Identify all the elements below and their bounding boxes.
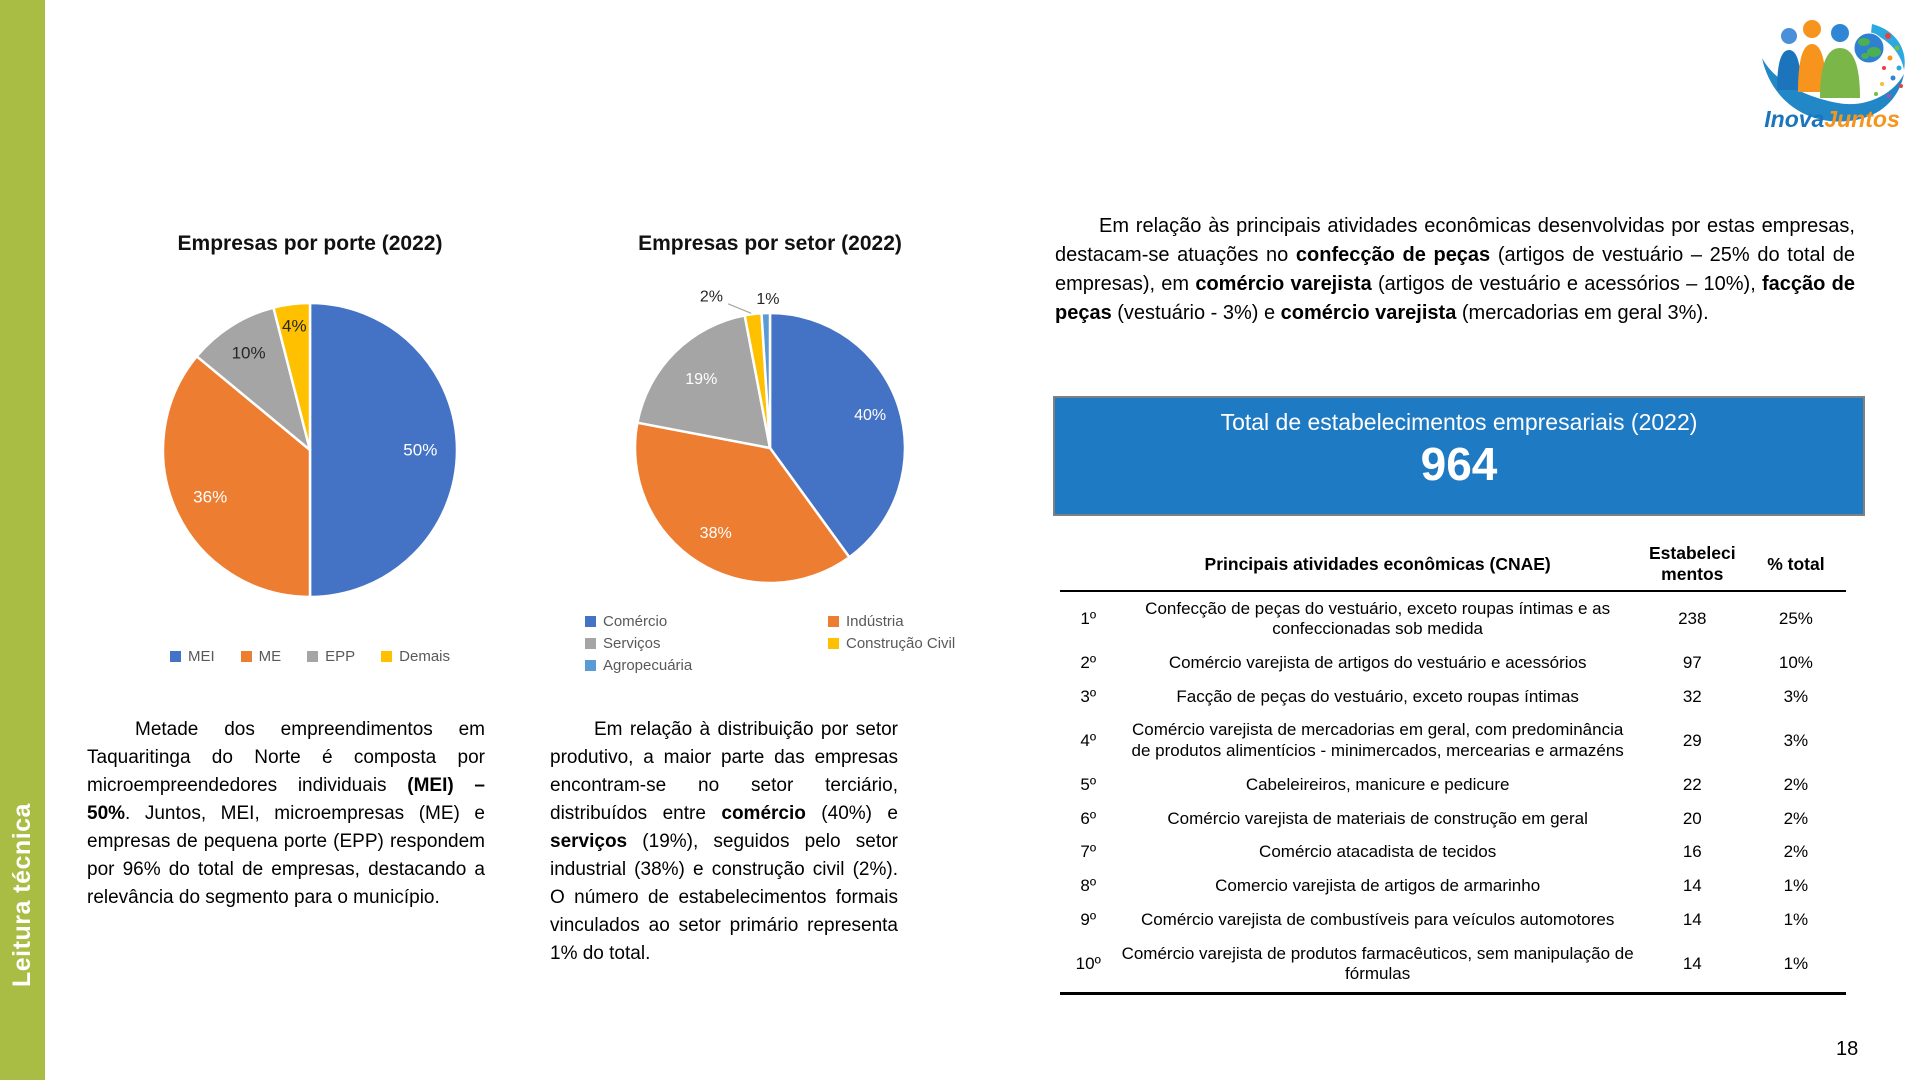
legend-label: Agropecuária — [603, 657, 693, 674]
table-row — [1060, 870, 1846, 904]
legend-item-Indústria — [828, 613, 975, 630]
pct-cell: 1% — [1783, 876, 1809, 896]
table-header-row — [1060, 538, 1846, 591]
chart-title-empresas-por-porte: Empresas por porte (2022) — [177, 232, 443, 255]
header-establishments: Estabeleci mentos — [1639, 538, 1746, 591]
pie-label-leader-line — [728, 304, 751, 314]
body-text: (mercadorias em geral 3%). — [1456, 302, 1709, 324]
emphasis-text: comércio — [721, 803, 806, 824]
establishments-cell: 20 — [1682, 808, 1702, 828]
table-row — [1060, 903, 1846, 937]
pct-cell: 1% — [1783, 953, 1809, 973]
pie-data-label-MEI: 50% — [403, 440, 438, 460]
activity-cell: Cabeleireiros, manicure e pedicure — [1245, 774, 1510, 794]
body-text: (artigos de vestuário e acessórios – 10%), — [1371, 273, 1763, 295]
header-rank — [1060, 538, 1116, 591]
body-text: Em relação às principais atividades econômicas desenvolvidas por estas empresas, destacam-se atuações no — [1055, 215, 1855, 266]
pie-data-label-Construção Civil: 2% — [699, 288, 723, 306]
legend-item-Comércio — [585, 613, 828, 630]
pct-cell: 3% — [1783, 730, 1809, 750]
paragraph-setor — [550, 716, 898, 968]
activity-cell: Comércio varejista de materiais de construção em geral — [1167, 808, 1588, 828]
establishments-cell: 238 — [1678, 608, 1707, 628]
rank-cell: 4º — [1080, 730, 1097, 750]
table-row — [1060, 680, 1846, 714]
header-activity: Principais atividades econômicas (CNAE) — [1116, 538, 1638, 591]
table-row — [1060, 836, 1846, 870]
body-text: (40%) e — [805, 803, 899, 824]
pct-cell: 2% — [1783, 774, 1809, 794]
activity-cell: Facção de peças do vestuário, exceto roupas íntimas — [1176, 686, 1579, 706]
establishments-cell: 22 — [1682, 774, 1702, 794]
emphasis-text: serviços — [550, 831, 628, 852]
logo-wordmark-juntos: Juntos — [1824, 106, 1900, 132]
legend-item-Serviços — [585, 635, 828, 652]
pie-data-label-Agropecuária: 1% — [756, 291, 780, 308]
chart-title-empresas-por-setor: Empresas por setor (2022) — [638, 232, 902, 255]
legend-swatch — [585, 660, 596, 671]
body-text: . Juntos, MEI, microempresas (ME) e empresas de pequena porte (EPP) respondem por 96% do total de empresas, destacando a relevância do segmento para o município. — [87, 803, 485, 908]
body-text: (vestuário - 3%) e — [1111, 302, 1281, 324]
legend-item-Agropecuária — [585, 657, 828, 674]
emphasis-text: comércio varejista — [1195, 273, 1372, 295]
legend-empresas-por-setor — [585, 613, 975, 674]
pct-cell: 2% — [1783, 808, 1809, 828]
rank-cell: 6º — [1080, 808, 1097, 828]
legend-label: MEI — [187, 648, 215, 665]
paragraph-atividades — [1055, 212, 1855, 328]
rank-cell: 7º — [1080, 842, 1097, 862]
pie-data-label-ME: 36% — [193, 487, 228, 507]
banner-value: 964 — [1420, 438, 1498, 490]
legend-label: Indústria — [846, 613, 904, 630]
table-row — [1060, 802, 1846, 836]
pie-data-label-Comércio: 40% — [854, 407, 887, 424]
activity-cell: Comércio varejista de artigos do vestuário e acessórios — [1168, 652, 1587, 672]
logo-globe-land — [1867, 47, 1881, 57]
logo-wordmark — [1764, 106, 1899, 132]
legend-empresas-por-porte — [110, 648, 510, 665]
table-row — [1060, 646, 1846, 680]
activity-cell: Confecção de peças do vestuário, exceto roupas íntimas e as confeccionadas sob medida — [1145, 598, 1611, 639]
activity-cell: Comércio varejista de combustíveis para veículos automotores — [1140, 909, 1615, 929]
establishments-cell: 29 — [1682, 730, 1702, 750]
legend-swatch — [585, 638, 596, 649]
legend-item-Demais — [381, 648, 450, 665]
legend-swatch — [241, 651, 252, 662]
banner-title: Total de estabelecimentos empresariais (2022) — [1220, 409, 1698, 435]
legend-label: Construção Civil — [846, 635, 956, 652]
table-row — [1060, 768, 1846, 802]
establishments-cell: 14 — [1682, 876, 1702, 896]
legend-item-ME — [241, 648, 282, 665]
legend-label: EPP — [325, 648, 356, 665]
activity-cell: Comercio varejista de artigos de armarinho — [1215, 876, 1541, 896]
logo-person-blue-body — [1777, 50, 1801, 90]
activity-cell: Comércio varejista de produtos farmacêuticos, sem manipulação de fórmulas — [1121, 943, 1634, 984]
establishments-cell: 14 — [1682, 909, 1702, 929]
legend-label: Demais — [399, 648, 451, 665]
pie-chart-empresas-por-porte — [150, 290, 470, 610]
pct-cell: 2% — [1783, 842, 1809, 862]
activity-cell: Comércio atacadista de tecidos — [1259, 842, 1497, 862]
pie-data-label-Indústria: 38% — [699, 525, 732, 542]
cnae-table — [1060, 538, 1846, 995]
rank-cell: 5º — [1080, 774, 1097, 794]
rank-cell: 2º — [1080, 652, 1097, 672]
header-pct-total: % total — [1746, 538, 1846, 591]
legend-swatch — [585, 616, 596, 627]
pct-cell: 10% — [1778, 652, 1813, 672]
logo-person-green-head — [1831, 24, 1849, 42]
pie-chart-empresas-por-setor — [610, 268, 930, 598]
establishments-cell: 32 — [1682, 686, 1702, 706]
pie-data-label-Serviços: 19% — [685, 370, 718, 388]
legend-label: ME — [258, 648, 282, 665]
inovajuntos-logo — [1756, 6, 1908, 134]
table-row — [1060, 714, 1846, 768]
logo-person-green-body — [1820, 48, 1860, 98]
emphasis-text: comércio varejista — [1280, 302, 1457, 324]
rank-cell: 1º — [1080, 608, 1097, 628]
legend-item-EPP — [307, 648, 355, 665]
logo-globe — [1854, 33, 1884, 63]
table-row — [1060, 591, 1846, 646]
table-row — [1060, 937, 1846, 993]
body-text: Em relação à distribuição por setor produtivo, a maior parte das empresas encontram-se no setor terciário, distribuídos entre — [550, 719, 898, 824]
total-establishments-banner — [1053, 396, 1865, 516]
rank-cell: 8º — [1080, 876, 1097, 896]
pie-data-label-Demais: 4% — [282, 316, 307, 336]
logo-person-blue-head — [1781, 28, 1797, 44]
logo-globe-land — [1861, 53, 1869, 59]
section-label: Leitura técnica — [8, 803, 36, 987]
legend-label: Serviços — [603, 635, 661, 652]
rank-cell: 3º — [1080, 686, 1097, 706]
legend-swatch — [381, 651, 392, 662]
establishments-cell: 97 — [1682, 652, 1702, 672]
body-text: (19%), seguidos pelo setor industrial (38%) e construção civil (2%). O número de estabelecimentos formais vinculados ao setor primário representa 1% do total. — [550, 831, 898, 964]
body-text: (artigos de vestuário – 25% do total de empresas), em — [1055, 244, 1855, 295]
pct-cell: 25% — [1778, 608, 1813, 628]
body-text: Metade dos empreendimentos em Taquaritinga do Norte é composta por microempreendedores individuais — [87, 719, 485, 796]
establishments-cell: 16 — [1682, 842, 1702, 862]
emphasis-text: (MEI) – 50% — [87, 775, 485, 824]
legend-swatch — [828, 616, 839, 627]
legend-swatch — [307, 651, 318, 662]
logo-globe-land — [1858, 38, 1870, 46]
legend-item-Construção Civil — [828, 635, 975, 652]
paragraph-porte — [87, 716, 485, 912]
logo-person-orange-head — [1803, 20, 1821, 38]
pct-cell: 1% — [1783, 909, 1809, 929]
emphasis-text: confecção de peças — [1295, 244, 1491, 266]
rank-cell: 10º — [1075, 953, 1101, 973]
page-number: 18 — [1836, 1038, 1859, 1060]
legend-label: Comércio — [603, 613, 668, 630]
pie-data-label-EPP: 10% — [231, 343, 266, 363]
legend-swatch — [828, 638, 839, 649]
legend-swatch — [170, 651, 181, 662]
logo-wordmark-inova: Inova — [1764, 106, 1825, 132]
activity-cell: Comércio varejista de mercadorias em geral, com predominância de produtos alimentícios - minimercados, mercearias e armazéns — [1131, 720, 1624, 761]
legend-item-MEI — [170, 648, 215, 665]
establishments-cell: 14 — [1682, 953, 1702, 973]
rank-cell: 9º — [1080, 909, 1097, 929]
pct-cell: 3% — [1783, 686, 1809, 706]
emphasis-text: facção de peças — [1055, 273, 1855, 324]
